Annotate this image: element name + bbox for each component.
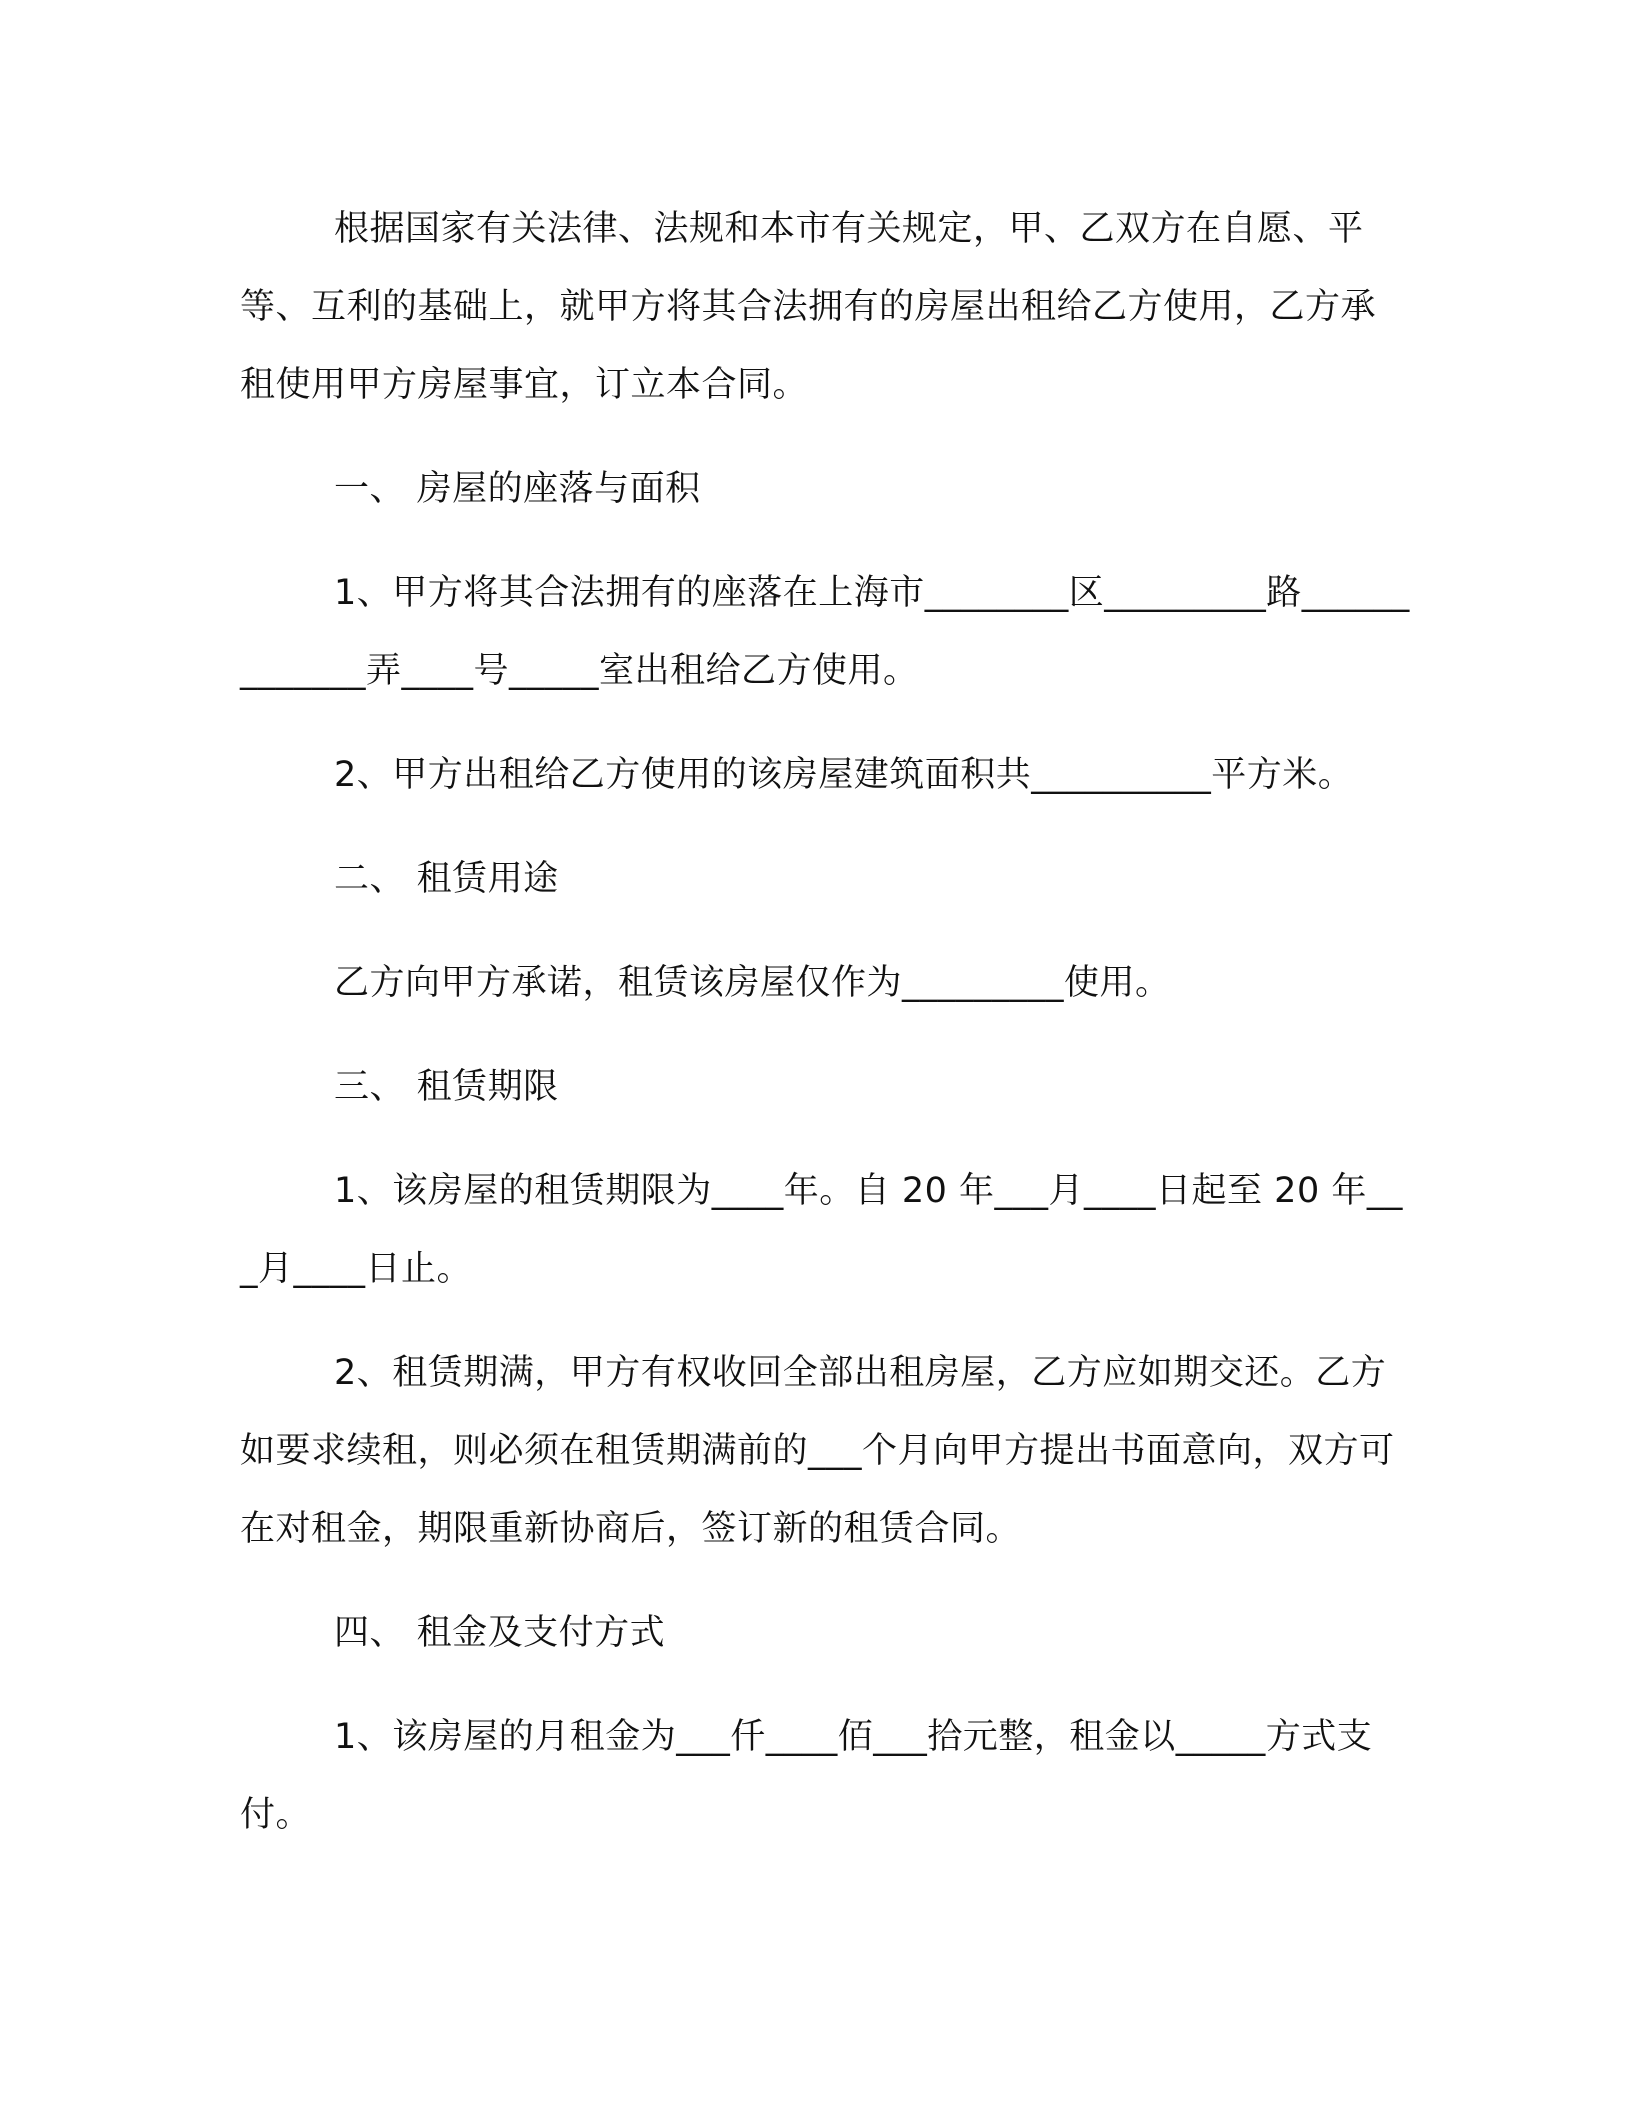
section-4-item-1: 1、该房屋的月租金为___仟____佰___拾元整，租金以_____方式支付。 bbox=[240, 1717, 1373, 1835]
preamble-paragraph: 根据国家有关法律、法规和本市有关规定，甲、乙双方在自愿、平等、互利的基础上，就甲方将其合法拥有的房屋出租给乙方使用，乙方承租使用甲方房屋事宜，订立本合同。 bbox=[240, 209, 1377, 405]
section-2-heading: 二、 租赁用途 bbox=[334, 859, 559, 899]
section-1-item-2: 2、甲方出租给乙方使用的该房屋建筑面积共__________平方米。 bbox=[334, 755, 1354, 795]
contract-page bbox=[240, 190, 1410, 1854]
section-3-item-2: 2、租赁期满，甲方有权收回全部出租房屋，乙方应如期交还。乙方如要求续租，则必须在租赁期满前的___个月向甲方提出书面意向，双方可在对租金，期限重新协商后，签订新的租赁合同。 bbox=[240, 1353, 1395, 1549]
section-3-heading: 三、 租赁期限 bbox=[334, 1067, 559, 1107]
section-4-heading: 四、 租金及支付方式 bbox=[334, 1613, 666, 1653]
section-1-heading: 一、 房屋的座落与面积 bbox=[334, 469, 701, 509]
section-3-item-1: 1、该房屋的租赁期限为____年。自 20 年___月____日起至 20 年___月____日止。 bbox=[240, 1171, 1403, 1289]
section-1-item-1: 1、甲方将其合法拥有的座落在上海市________区_________路_____________弄____号_____室出租给乙方使用。 bbox=[240, 573, 1410, 691]
section-2-text: 乙方向甲方承诺，租赁该房屋仅作为_________使用。 bbox=[334, 963, 1171, 1003]
